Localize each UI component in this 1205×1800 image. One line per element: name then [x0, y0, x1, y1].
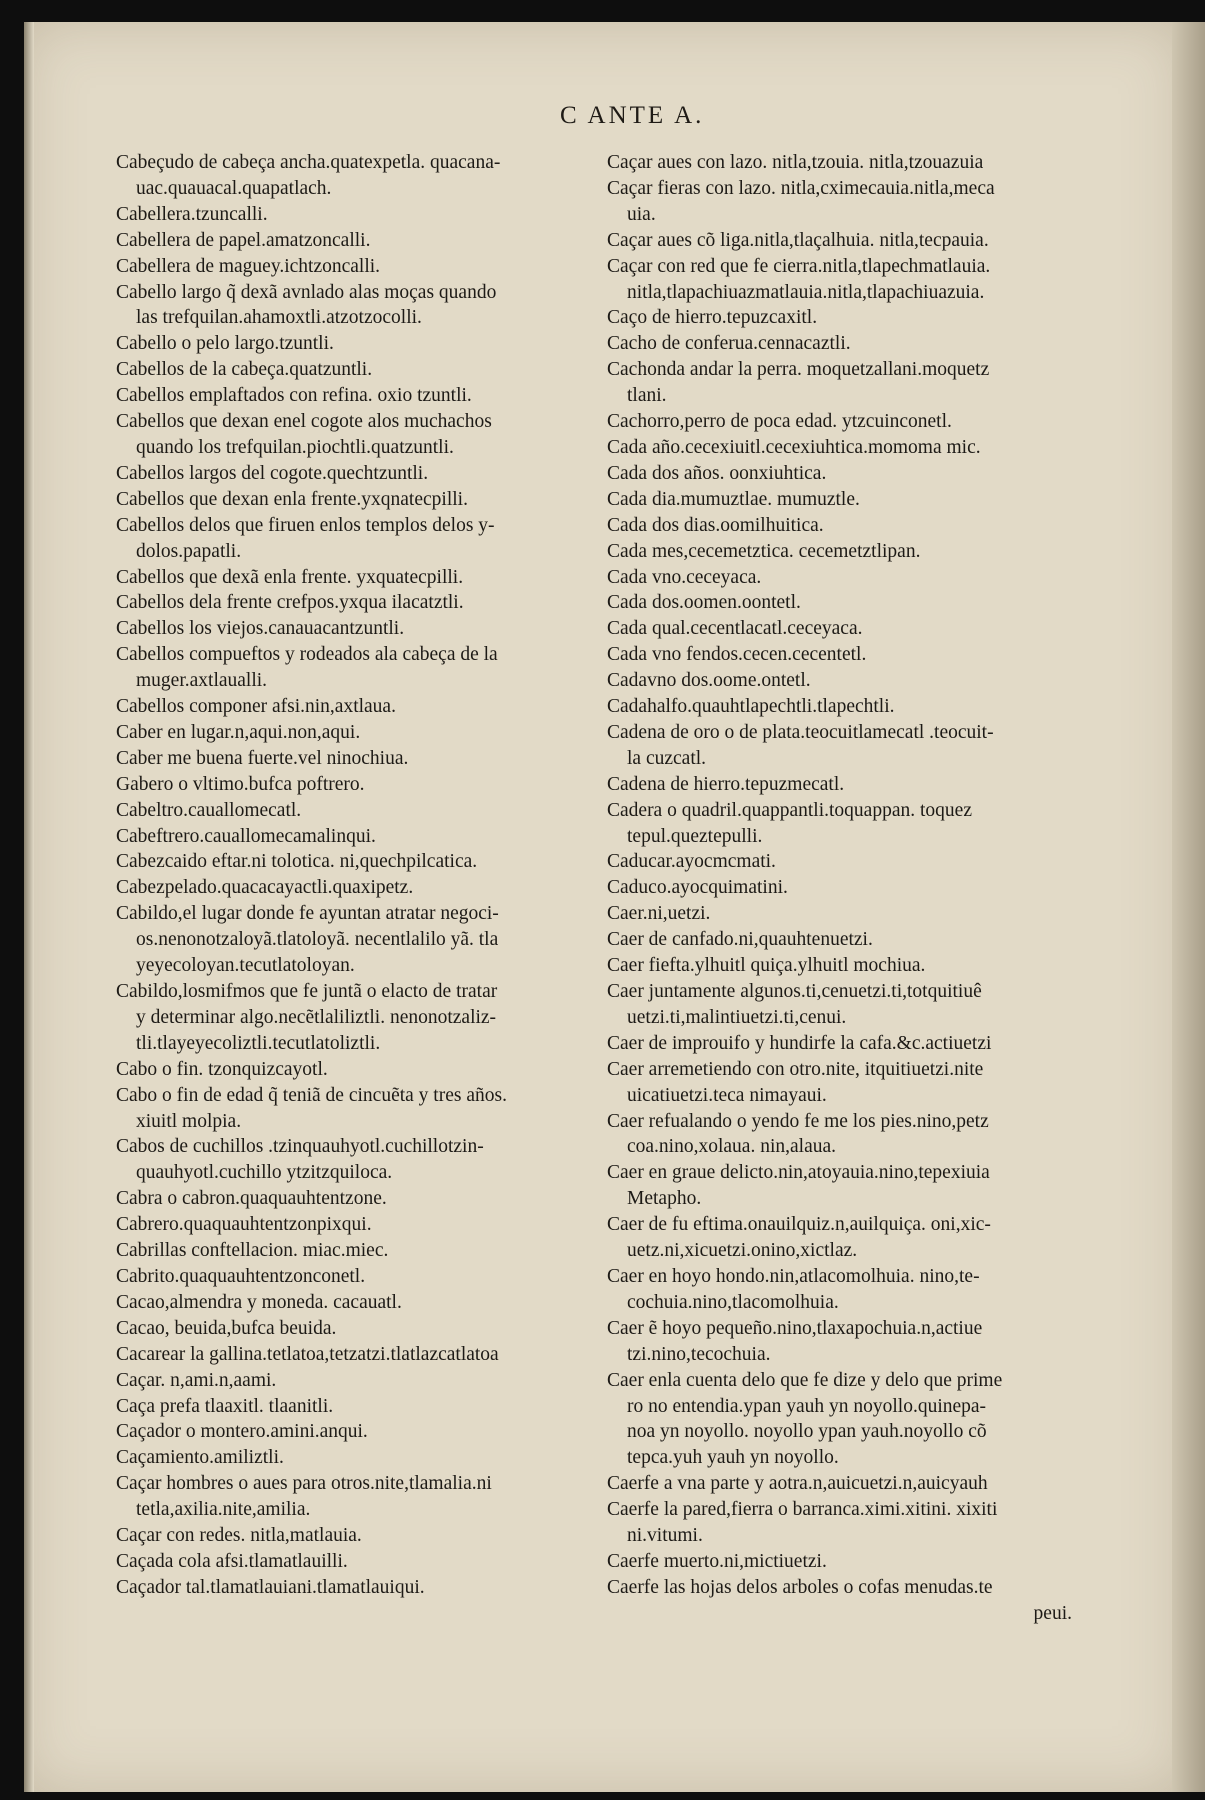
entry-continuation: uetzi.ti,malintiuetzi.ti,cenui.	[627, 1006, 847, 1028]
dictionary-entry: Cada vno fendos.cecen.cecentetl.	[607, 644, 867, 666]
dictionary-entry: Caçar aues cõ liga.nitla,tlaçalhuia. nitla,tecpauia.	[607, 229, 989, 251]
dictionary-entry: Cabellos dela frente crefpos.yxqua ilacatztli.	[116, 592, 464, 614]
entry-continuation: uia.	[627, 203, 656, 225]
dictionary-entry: Cabildo,el lugar donde fe ayuntan atratar negoci-	[116, 903, 499, 925]
entry-continuation: noa yn noyollo. noyollo ypan yauh.noyollo cõ	[627, 1421, 987, 1443]
dictionary-entry: Cabeçudo de cabeça ancha.quatexpetla. quacana-	[116, 152, 501, 173]
dictionary-entry: Caçar fieras con lazo. nitla,cximecauia.nitla,meca	[607, 177, 995, 199]
entry-continuation: y determinar algo.necẽtlaliliztli. nenonotzaliz-	[136, 1006, 497, 1028]
dictionary-entry: Caerfe a vna parte y aotra.n,auicuetzi.n,auicyauh	[607, 1473, 988, 1495]
dictionary-entry: Caçar aues con lazo. nitla,tzouia. nitla,tzouazuia	[607, 152, 984, 173]
dictionary-entry: Cabrero.quaquauhtentzonpixqui.	[116, 1214, 372, 1236]
dictionary-entry: Cabrillas conftellacion. miac.miec.	[116, 1240, 389, 1262]
entry-continuation: Metapho.	[627, 1188, 702, 1210]
entry-continuation: os.nenonotzaloyã.tlatoloyã. necentlalilo yã. tla	[136, 929, 499, 951]
dictionary-entry: Cabellera.tzuncalli.	[116, 203, 268, 225]
dictionary-entry: Cabellos largos del cogote.quechtzuntli.	[116, 462, 429, 484]
dictionary-entry: Caer de canfado.ni,quauhtenuetzi.	[607, 929, 873, 951]
dictionary-entry: Cabezcaido eftar.ni tolotica. ni,quechpilcatica.	[116, 851, 478, 873]
entry-continuation: nitla,tlapachiuazmatlauia.nitla,tlapachiuazuia.	[627, 281, 985, 303]
entry-continuation: cochuia.nino,tlacomolhuia.	[627, 1291, 839, 1313]
dictionary-entry: Caer arremetiendo con otro.nite, itquitiuetzi.nite	[607, 1058, 984, 1080]
entry-continuation: quauhyotl.cuchillo ytzitzquiloca.	[136, 1162, 393, 1184]
dictionary-entry: Caçador tal.tlamatlauiani.tlamatlauiqui.	[116, 1576, 425, 1598]
dictionary-entry: Caer de fu eftima.onauilquiz.n,auilquiça. oni,xic-	[607, 1214, 991, 1236]
dictionary-entry: Caerfe las hojas delos arboles o cofas menudas.te	[607, 1576, 993, 1598]
dictionary-entry: Caer en graue delicto.nin,atoyauia.nino,tepexiuia	[607, 1162, 990, 1184]
dictionary-entry: Caçar con red que fe cierra.nitla,tlapechmatlauia.	[607, 255, 991, 277]
dictionary-entry: Cachorro,perro de poca edad. ytzcuinconetl.	[607, 411, 952, 433]
dictionary-entry: Caer juntamente algunos.ti,cenuetzi.ti,totquitiuê	[607, 981, 982, 1002]
dictionary-entry: Cadera o quadril.quappantli.toquappan. toquez	[607, 799, 972, 821]
page-gutter-shadow	[24, 22, 34, 1792]
entry-continuation: la cuzcatl.	[627, 747, 707, 769]
dictionary-entry: Caer fiefta.ylhuitl quiça.ylhuitl mochiua.	[607, 955, 926, 977]
dictionary-entry: Caber me buena fuerte.vel ninochiua.	[116, 747, 409, 769]
dictionary-entry: Cada dos dias.oomilhuitica.	[607, 514, 824, 536]
dictionary-entry: Cachonda andar la perra. moquetzallani.moquetz	[607, 359, 990, 381]
dictionary-entry: Cabildo,losmifmos que fe juntã o elacto de tratar	[116, 981, 498, 1002]
dictionary-entry: Cabezpelado.quacacayactli.quaxipetz.	[116, 877, 414, 899]
dictionary-entry: Cacho de conferua.cennacaztli.	[607, 333, 851, 355]
dictionary-entry: Cabellera de papel.amatzoncalli.	[116, 229, 371, 251]
dictionary-entry: Gabero o vltimo.bufca poftrero.	[116, 773, 365, 795]
dictionary-entry: Cabellos emplaftados con refina. oxio tzuntli.	[116, 385, 472, 407]
dictionary-entry: Caçar hombres o aues para otros.nite,tlamalia.ni	[116, 1473, 492, 1495]
dictionary-entry: Cada dos.oomen.oontetl.	[607, 592, 801, 614]
running-header: C ANTE A.	[560, 102, 705, 129]
dictionary-entry: Cabellera de maguey.ichtzoncalli.	[116, 255, 381, 277]
dictionary-entry: Cadavno dos.oome.ontetl.	[607, 670, 811, 692]
dictionary-entry: Cacarear la gallina.tetlatoa,tetzatzi.tlatlazcatlatoa	[116, 1343, 499, 1365]
dictionary-entry: Caer.ni,uetzi.	[607, 903, 711, 925]
adjacent-page-edge	[1172, 22, 1205, 1792]
dictionary-entry: Cada dos años. oonxiuhtica.	[607, 462, 827, 484]
dictionary-entry: Cabellos que dexan enla frente.yxqnatecpilli.	[116, 488, 468, 510]
entry-continuation: tepca.yuh yauh yn noyollo.	[627, 1447, 839, 1469]
entry-continuation: coa.nino,xolaua. nin,alaua.	[627, 1136, 837, 1158]
entry-continuation: peui.	[1033, 1602, 1072, 1624]
dictionary-entry: Cada qual.cecentlacatl.ceceyaca.	[607, 618, 863, 640]
dictionary-entry: Caçada cola afsi.tlamatlauilli.	[116, 1550, 348, 1572]
entry-continuation: uetz.ni,xicuetzi.onino,xictlaz.	[627, 1240, 858, 1262]
dictionary-entry: Caber en lugar.n,aqui.non,aqui.	[116, 721, 361, 743]
dictionary-entry: Caer en hoyo hondo.nin,atlacomolhuia. nino,te-	[607, 1265, 980, 1287]
dictionary-entry: Caçamiento.amiliztli.	[116, 1447, 284, 1469]
dictionary-entry: Cabellos delos que firuen enlos templos delos y-	[116, 514, 495, 536]
dictionary-entry: Caçar. n,ami.n,aami.	[116, 1369, 277, 1391]
dictionary-entry: Cabo o fin de edad q̃ teniã de cincuẽta y tres años.	[116, 1084, 507, 1106]
dictionary-entry: Caerfe la pared,fierra o barranca.ximi.xitini. xixiti	[607, 1499, 998, 1521]
dictionary-entry: Cabeftrero.cauallomecamalinqui.	[116, 825, 376, 847]
dictionary-entry: Caer ẽ hoyo pequeño.nino,tlaxapochuia.n,actiue	[607, 1317, 983, 1339]
dictionary-entry: Cabeltro.cauallomecatl.	[116, 799, 302, 821]
dictionary-entry: Caer refualando o yendo fe me los pies.nino,petz	[607, 1110, 989, 1132]
dictionary-entry: Cada dia.mumuztlae. mumuztle.	[607, 488, 860, 510]
entry-continuation: ni.vitumi.	[627, 1525, 703, 1547]
entry-continuation: muger.axtlaualli.	[136, 670, 268, 692]
dictionary-entry: Cabrito.quaquauhtentzonconetl.	[116, 1265, 366, 1287]
dictionary-entry: Cabello o pelo largo.tzuntli.	[116, 333, 334, 355]
dictionary-entry: Cada mes,cecemetztica. cecemetztlipan.	[607, 540, 921, 562]
dictionary-entry: Cadahalfo.quauhtlapechtli.tlapechtli.	[607, 696, 895, 718]
dictionary-entry: Caçar con redes. nitla,matlauia.	[116, 1525, 362, 1547]
entry-continuation: tli.tlayeyecoliztli.tecutlatoliztli.	[136, 1032, 381, 1054]
dictionary-entry: Caduco.ayocquimatini.	[607, 877, 788, 899]
dictionary-entry: Cacao,almendra y moneda. cacauatl.	[116, 1291, 402, 1313]
dictionary-entry: Cabellos que dexan enel cogote alos muchachos	[116, 411, 492, 433]
entry-continuation: dolos.papatli.	[136, 540, 242, 562]
entry-continuation: yeyecoloyan.tecutlatoloyan.	[136, 955, 355, 977]
dictionary-entry: Cabos de cuchillos .tzinquauhyotl.cuchillotzin-	[116, 1136, 484, 1158]
dictionary-entry: Cada vno.ceceyaca.	[607, 566, 762, 588]
entry-continuation: ro no entendia.ypan yauh yn noyollo.quinepa-	[627, 1395, 987, 1417]
dictionary-entry: Cabellos de la cabeça.quatzuntli.	[116, 359, 373, 381]
dictionary-entry: Caer enla cuenta delo que fe dize y delo que prime	[607, 1369, 1003, 1391]
entry-continuation: tetla,axilia.nite,amilia.	[136, 1499, 311, 1521]
dictionary-entry: Cabellos que dexã enla frente. yxquatecpilli.	[116, 566, 464, 588]
entry-continuation: uicatiuetzi.teca nimayaui.	[627, 1084, 827, 1106]
dictionary-entry: Cabra o cabron.quaquauhtentzone.	[116, 1188, 387, 1210]
dictionary-entry: Cabo o fin. tzonquizcayotl.	[116, 1058, 328, 1080]
right-column	[607, 150, 1102, 1627]
dictionary-entry: Caçador o montero.amini.anqui.	[116, 1421, 368, 1443]
dictionary-entry: Cabellos compueftos y rodeados ala cabeça de la	[116, 644, 498, 666]
entry-continuation: uac.quauacal.quapatlach.	[136, 177, 332, 199]
dictionary-entry: Cabellos componer afsi.nin,axtlaua.	[116, 696, 396, 718]
dictionary-entry: Caducar.ayocmcmati.	[607, 851, 776, 873]
left-column	[116, 150, 601, 1601]
dictionary-entry: Caço de hierro.tepuzcaxitl.	[607, 307, 818, 329]
entry-continuation: tzi.nino,tecochuia.	[627, 1343, 771, 1365]
dictionary-entry: Cabello largo q̃ dexã avnlado alas moças quando	[116, 281, 497, 303]
dictionary-entry: Cada año.cecexiuitl.cecexiuhtica.momoma mic.	[607, 436, 981, 458]
entry-continuation: quando los trefquilan.piochtli.quatzuntli.	[136, 436, 454, 458]
dictionary-entry: Caça prefa tlaaxitl. tlaanitli.	[116, 1395, 334, 1417]
dictionary-entry: Cacao, beuida,bufca beuida.	[116, 1317, 337, 1339]
entry-continuation: las trefquilan.ahamoxtli.atzotzocolli.	[136, 307, 422, 329]
entry-continuation: xiuitl molpia.	[136, 1110, 242, 1132]
dictionary-entry: Caer de improuifo y hundirfe la cafa.&c.actiuetzi	[607, 1032, 992, 1054]
dictionary-entry: Cadena de hierro.tepuzmecatl.	[607, 773, 845, 795]
dictionary-entry: Caerfe muerto.ni,mictiuetzi.	[607, 1550, 827, 1572]
dictionary-entry: Cabellos los viejos.canauacantzuntli.	[116, 618, 405, 640]
dictionary-entry: Cadena de oro o de plata.teocuitlamecatl .teocuit-	[607, 721, 994, 743]
entry-continuation: tlani.	[627, 385, 667, 407]
entry-continuation: tepul.queztepulli.	[627, 825, 763, 847]
